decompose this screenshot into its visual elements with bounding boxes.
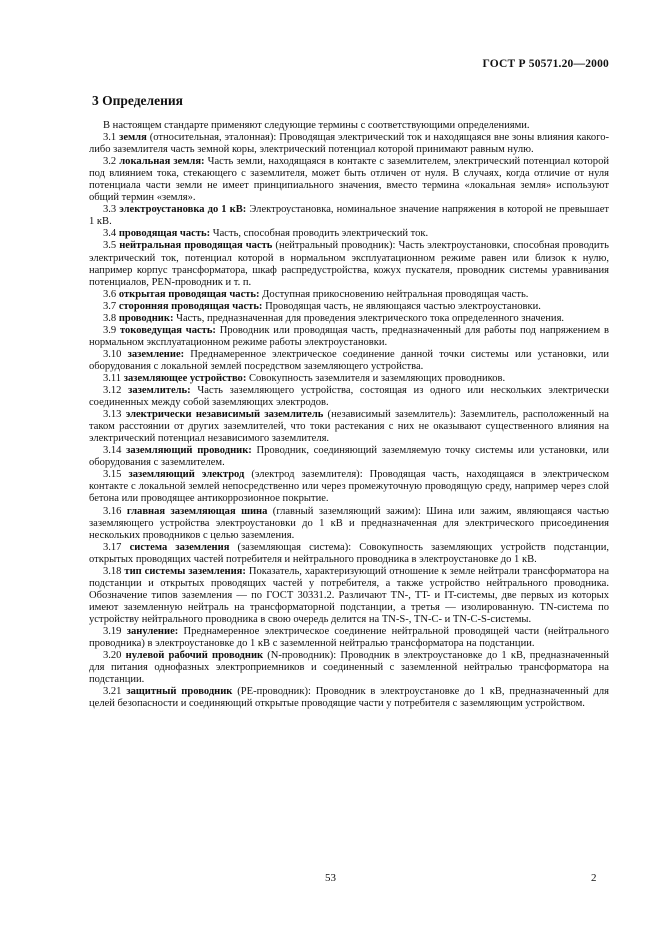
definition-term: заземлитель: (128, 385, 191, 397)
definition-item (89, 313, 609, 325)
definition-item (89, 650, 609, 686)
definition-item (89, 373, 609, 385)
definition-text: Часть, способная проводить электрический ток. (210, 228, 429, 240)
sheet-number: 2 (591, 872, 597, 884)
definition-term: проводящая часть: (118, 228, 211, 240)
definition-term: открытая проводящая часть: (118, 288, 260, 300)
definition-text: Проводник или проводящая часть, предназначенный для работы под напряжением в нормальном эксплуатационном режиме работы электроустановки. (89, 324, 609, 348)
definition-term: токоведущая часть: (119, 324, 216, 336)
definition-number: 3.12 (103, 385, 122, 397)
definition-item (89, 156, 609, 204)
definition-number: 3.14 (103, 445, 122, 457)
definition-item (89, 506, 609, 542)
definition-term: нейтральная проводящая часть (119, 240, 273, 252)
definitions-body (89, 120, 609, 710)
definition-text: (нейтральный проводник): Часть электроустановки, способная проводить электрический ток, потенциал которой в нормальном эксплуатационном режиме равен или близок к нулю, например корпус трансформатора, шкаф распредустройства, кожух пускателя, проводник системы уравнивания потенциалов, PEN-проводник и т. п. (89, 240, 609, 288)
definition-text: Часть земли, находящаяся в контакте с заземлителем, электрический потенциал которой под влиянием тока, стекающего с заземлителя, может быть отличен от нуля. В случаях, когда отличие от нуля потенциала части земли не имеет принципиального значения, вместо термина «локальная земля» используют общий термин «земля». (89, 156, 610, 204)
definition-number: 3.6 (103, 288, 117, 300)
definition-number: 3.4 (103, 228, 117, 240)
definition-text: Проводник, соединяющий заземляемую точку системы или установки, или оборудования с заземлителем. (89, 445, 609, 469)
definition-text: Показатель, характеризующий отношение к земле нейтрали трансформатора на подстанции и открытых проводящих частей у потребителя, а также устройство нейтрального проводника. Обозначение типов заземления — по ГОСТ 30331.2. Различают TN-, TT- и IT-системы, две первых из которых имеют заземленную нейтраль на трансформаторной подстанции, а третья — изолированную. TN-система по устройству нейтрального проводника в свою очередь делится на TN-S-, TN-C- и TN-C-S-системы. (89, 565, 609, 625)
definition-text: Часть, предназначенная для проведения электрического тока определенного значения. (173, 312, 565, 324)
definition-number: 3.21 (103, 686, 122, 698)
definition-text: Преднамеренное электрическое соединение нейтральной проводящей части (нейтрального проводника) в электроустановке до 1 кВ с заземленной нейтралью трансформатора на подстанции. (89, 625, 609, 650)
definition-term: заземляющий электрод (128, 469, 245, 481)
definition-item (89, 385, 609, 409)
definition-item (89, 686, 609, 710)
definition-number: 3.9 (103, 324, 117, 336)
definition-text: Доступная прикосновению нейтральная проводящая часть. (259, 288, 529, 300)
definition-text: Электроустановка, номинальное значение напряжения в которой не превышает 1 кВ. (89, 204, 609, 228)
definition-number: 3.20 (103, 650, 122, 662)
definition-term: электроустановка до 1 кВ: (119, 204, 247, 216)
definition-number: 3.13 (103, 409, 122, 421)
definition-number: 3.19 (103, 625, 122, 637)
definition-number: 3.11 (103, 372, 122, 384)
definition-number: 3.3 (103, 204, 117, 216)
definition-term: главная заземляющая шина (126, 505, 268, 517)
definitions-list (89, 132, 609, 710)
definition-text: (независимый заземлитель): Заземлитель, расположенный на таком расстоянии от других заземлителей, что токи растекания с них не оказывают существенного влияния на электрический потенциал независимого заземлителя. (89, 409, 609, 445)
definition-item (89, 409, 609, 445)
definition-term: защитный проводник (126, 686, 233, 698)
definition-text: Преднамеренное электрическое соединение данной точки системы или установки, или оборудования с локальной землей посредством заземляющего устройства. (89, 348, 609, 372)
intro-paragraph: В настоящем стандарте применяют следующие термины с соответствующими определениями. (103, 120, 530, 131)
definition-item (89, 289, 609, 301)
definition-text: (заземляющая система): Совокупность заземляющих устройств подстанции, открытых проводящих частей потребителя и нейтрального проводника в электроустановке до 1 кВ. (89, 541, 610, 565)
definition-number: 3.7 (103, 300, 117, 312)
definition-number: 3.1 (103, 132, 117, 144)
definition-text: (электрод заземлителя): Проводящая часть, находящаяся в электрическом контакте с локальной землей непосредственно или через промежуточную проводящую среду, например через слой бетона или проводящее антикоррозионное покрытие. (89, 469, 610, 505)
definition-item (89, 469, 609, 505)
definition-text: (главный заземляющий зажим): Шина или зажим, являющаяся частью заземляющего устройства электроустановки до 1 кВ и предназначенная для электрического присоединения нескольких проводников с целью заземления. (89, 505, 610, 541)
definition-term: зануление: (126, 625, 179, 637)
definition-number: 3.8 (103, 312, 117, 324)
definition-term: заземляющее устройство: (123, 372, 247, 384)
definition-term: локальная земля: (119, 156, 205, 168)
definition-item (89, 301, 609, 313)
definition-term: сторонняя проводящая часть: (118, 300, 263, 312)
definition-item (89, 445, 609, 469)
definition-text: Часть заземляющего устройства, состоящая из одного или нескольких электрически соединенных между собой заземляющих электродов. (89, 385, 610, 409)
section-title: 3 Определения (92, 93, 183, 108)
page-number: 53 (325, 872, 336, 884)
definition-term: тип системы заземления: (124, 565, 246, 577)
definition-item (89, 566, 609, 626)
standard-header: ГОСТ Р 50571.20—2000 (482, 58, 609, 70)
definition-item (89, 204, 609, 228)
definition-item (89, 626, 609, 650)
definition-text: (N-проводник): Проводник в электроустановке до 1 кВ, предназначенный для питания однофазных электроприемников и соединенный с заземленной нейтралью трансформатора на подстанции. (89, 650, 609, 686)
definition-number: 3.18 (103, 565, 122, 577)
definition-number: 3.5 (103, 240, 117, 252)
definition-number: 3.15 (103, 469, 122, 481)
definition-text: Совокупность заземлителя и заземляющих проводников. (246, 372, 506, 384)
definition-number: 3.16 (103, 505, 122, 517)
definition-item (89, 228, 609, 240)
definition-number: 3.10 (103, 348, 122, 360)
definition-term: проводник: (118, 312, 174, 324)
definition-item (89, 132, 609, 156)
definition-text: Проводящая часть, не являющаяся частью электроустановки. (262, 300, 541, 312)
definition-number: 3.17 (103, 541, 122, 553)
definition-number: 3.2 (103, 156, 117, 168)
definition-term: заземляющий проводник: (126, 445, 252, 457)
definition-item (89, 325, 609, 349)
definition-term: система заземления (129, 541, 230, 553)
definition-term: земля (119, 132, 147, 144)
definition-text: (PE-проводник): Проводник в электроустановке до 1 кВ, предназначенный для целей безопасности и соединяющий открытые проводящие части у потребителя с заземляющим устройством. (89, 686, 610, 710)
definition-term: электрически независимый заземлитель (125, 409, 324, 421)
definition-item (89, 542, 609, 566)
definition-term: заземление: (127, 348, 185, 360)
definition-item (89, 349, 609, 373)
definition-item (89, 240, 609, 288)
definition-text: (относительная, эталонная): Проводящая электрический ток и находящаяся вне зоны влияния какого-либо заземлителя часть земной коры, электрический потенциал которой принимают равным нулю. (89, 132, 610, 156)
definition-term: нулевой рабочий проводник (125, 650, 264, 662)
